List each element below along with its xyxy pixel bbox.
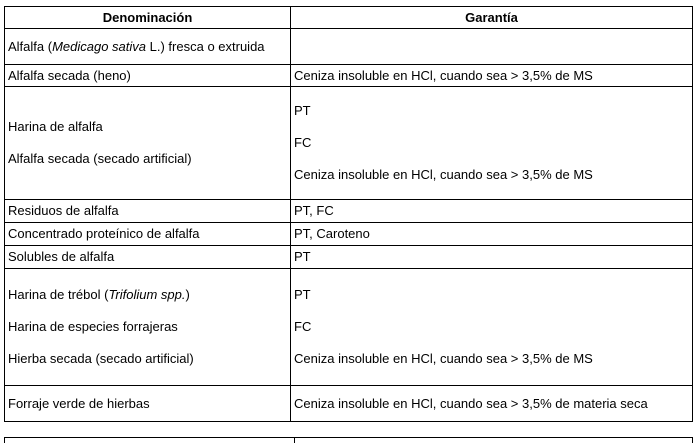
garantia-cell [291,29,693,65]
table-row [5,200,693,223]
denominacion-cell: Alfalfa secada (heno) [5,65,291,87]
denominacion-cell: Solubles de alfalfa [5,246,291,269]
name-text: Alfalfa ( [8,38,53,54]
denominacion-cell [5,29,291,65]
table-row [5,65,693,87]
table-row [5,269,693,386]
garantia-cell: PT, Caroteno [291,223,693,246]
garantia-cell: Ceniza insoluble en HCl, cuando sea > 3,5% de materia seca [291,386,693,422]
garantia-line: Ceniza insoluble en HCl, cuando sea > 3,5% de MS [294,167,593,182]
denominacion-cell [5,269,291,386]
garantia-line: FC [294,135,312,150]
garantia-cell [291,269,693,386]
table-row [5,87,693,200]
table-row [5,246,693,269]
name-line: Alfalfa secada (secado artificial) [8,151,192,166]
name-line: Harina de trébol (Trifolium spp.) [8,287,190,302]
name-line: Harina de alfalfa [8,119,103,134]
garantia-line: PT [294,287,311,302]
table-row [5,386,693,422]
denominacion-cell: Concentrado proteínico de alfalfa [5,223,291,246]
garantia-line: PT [294,103,311,118]
table-continuation-edge [4,437,693,438]
garantia-cell: PT [291,246,693,269]
feed-guarantee-table [4,6,693,422]
garantia-cell: PT, FC [291,200,693,223]
name-text: L.) fresca o extruida [146,38,265,54]
name-line: Hierba secada (secado artificial) [8,351,194,366]
garantia-line: FC [294,319,312,334]
garantia-line: Ceniza insoluble en HCl, cuando sea > 3,5% de MS [294,351,593,366]
garantia-cell: Ceniza insoluble en HCl, cuando sea > 3,5% de MS [291,65,693,87]
table-row [5,29,693,65]
header-garantia: Garantía [291,7,693,29]
denominacion-cell [5,87,291,200]
scientific-name: Trifolium spp. [108,287,186,302]
denominacion-cell: Residuos de alfalfa [5,200,291,223]
header-denominacion: Denominación [5,7,291,29]
name-line: Harina de especies forrajeras [8,319,178,334]
garantia-cell [291,87,693,200]
denominacion-cell: Forraje verde de hierbas [5,386,291,422]
table-row [5,223,693,246]
scientific-name: Medicago sativa [52,38,147,54]
header-row [5,7,693,29]
